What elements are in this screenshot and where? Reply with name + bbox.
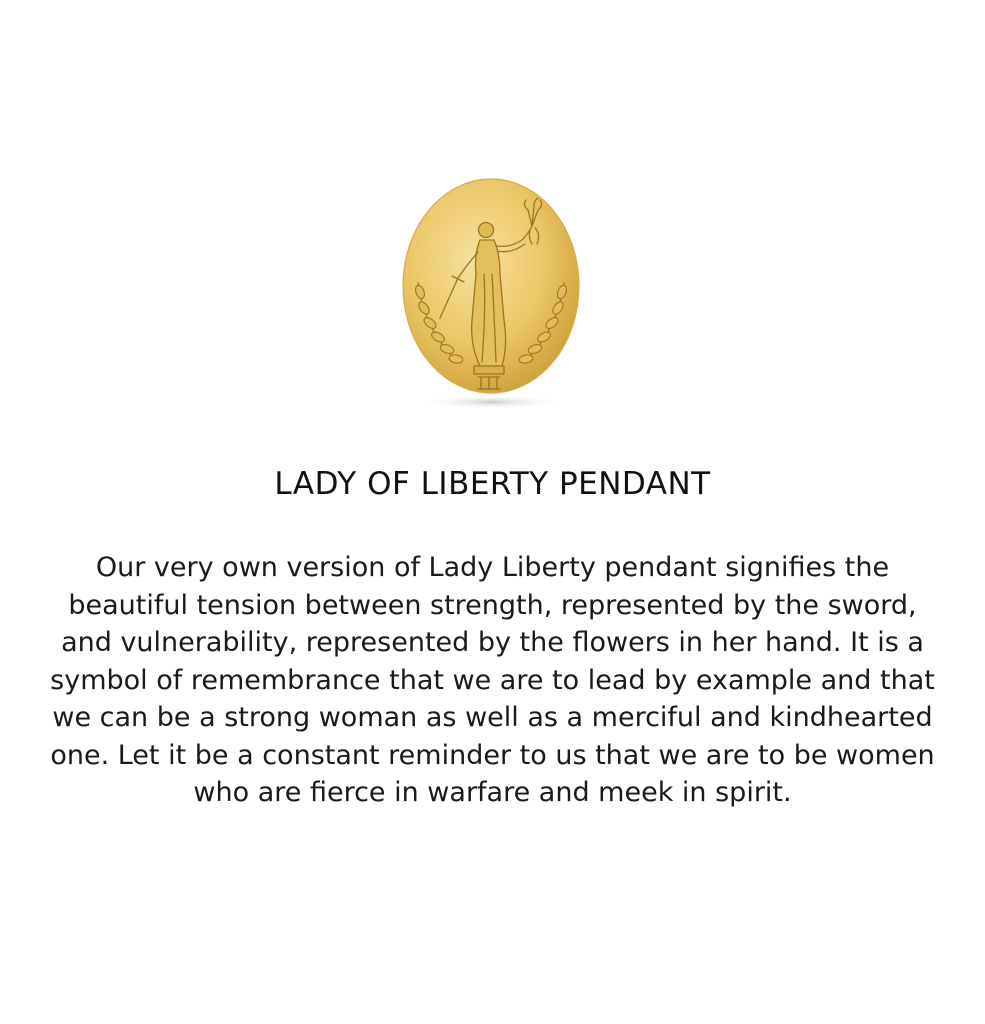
lady-liberty-pendant-image xyxy=(392,170,592,420)
product-description: Our very own version of Lady Liberty pendant signifies the beautiful tension between strength, represented by the sword, and vulnerability, represented by the flowers in her hand. It is a symbol of remembrance that we are to lead by example and that we can be a strong woman as well as a merciful and kindhearted one. Let it be a constant reminder to us that we are to be women who are fierce in warfare and meek in spirit. xyxy=(50,552,935,808)
product-title: LADY OF LIBERTY PENDANT xyxy=(274,466,711,502)
pendant-shadow xyxy=(420,395,564,409)
